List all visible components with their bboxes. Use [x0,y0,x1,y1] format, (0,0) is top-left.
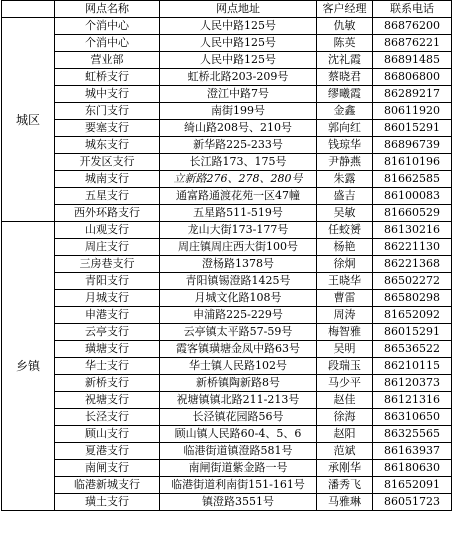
account-manager-cell: 赵佳 [317,392,373,409]
branch-name-cell: 城东支行 [55,137,160,154]
account-manager-cell: 梅智雅 [317,324,373,341]
account-manager-cell: 徐炯 [317,256,373,273]
phone-cell: 86210115 [373,358,452,375]
branch-name-cell: 璜塘支行 [55,341,160,358]
phone-cell: 81610196 [373,154,452,171]
table-row [2,307,452,324]
branch-name-cell: 南闸支行 [55,460,160,477]
branch-address-cell: 人民中路125号 [160,35,317,52]
branch-name-cell: 夏港支行 [55,443,160,460]
phone-cell: 86876200 [373,18,452,35]
branch-address-cell: 月城文化路108号 [160,290,317,307]
header-row [2,1,452,18]
table-row [2,256,452,273]
branch-address-cell: 人民中路125号 [160,52,317,69]
branch-name-cell: 顾山支行 [55,426,160,443]
phone-cell: 86806800 [373,69,452,86]
account-manager-cell: 郭向红 [317,120,373,137]
table-row [2,35,452,52]
header-phone: 联系电话 [373,1,452,18]
header-group-blank [2,1,55,18]
branch-name-cell: 西外环路支行 [55,205,160,222]
phone-cell: 86896739 [373,137,452,154]
region-group-label: 城区 [2,18,55,222]
phone-cell: 86891485 [373,52,452,69]
account-manager-cell: 承刚华 [317,460,373,477]
table-row [2,239,452,256]
branch-address-cell: 新华路225-233号 [160,137,317,154]
table-row [2,205,452,222]
branch-address-cell: 虹桥北路203-209号 [160,69,317,86]
header-account-manager: 客户经理 [317,1,373,18]
account-manager-cell: 杨艳 [317,239,373,256]
phone-cell: 86120373 [373,375,452,392]
branch-name-cell: 璜土支行 [55,494,160,511]
branch-name-cell: 城中支行 [55,86,160,103]
phone-cell: 86100083 [373,188,452,205]
phone-cell: 86130216 [373,222,452,239]
branch-address-cell: 龙山大街173-177号 [160,222,317,239]
phone-cell: 86121316 [373,392,452,409]
phone-cell: 86221130 [373,239,452,256]
branch-address-cell: 新桥镇陶新路8号 [160,375,317,392]
account-manager-cell: 钱琼华 [317,137,373,154]
branch-address-cell: 周庄镇周庄西大街100号 [160,239,317,256]
phone-cell: 81660529 [373,205,452,222]
branch-table-body [2,18,452,511]
phone-cell: 86580298 [373,290,452,307]
account-manager-cell: 金鑫 [317,103,373,120]
phone-cell: 86051723 [373,494,452,511]
branch-name-cell: 虹桥支行 [55,69,160,86]
table-row [2,426,452,443]
table-row [2,477,452,494]
table-row [2,154,452,171]
account-manager-cell: 盛吉 [317,188,373,205]
table-row [2,171,452,188]
table-row [2,188,452,205]
account-manager-cell: 沈礼霞 [317,52,373,69]
branch-name-cell: 山观支行 [55,222,160,239]
branch-name-cell: 个消中心 [55,35,160,52]
account-manager-cell: 马雅琳 [317,494,373,511]
phone-cell: 81662585 [373,171,452,188]
account-manager-cell: 蔡晓君 [317,69,373,86]
account-manager-cell: 潘秀飞 [317,477,373,494]
phone-cell: 86180630 [373,460,452,477]
branch-name-cell: 三房巷支行 [55,256,160,273]
phone-cell: 86221368 [373,256,452,273]
header-branch-name: 网点名称 [55,1,160,18]
branch-address-cell: 临港街道利南街151-161号 [160,477,317,494]
branch-address-cell: 南闸街道紫金路一号 [160,460,317,477]
table-row [2,120,452,137]
table-row [2,86,452,103]
table-row [2,494,452,511]
phone-cell: 80611920 [373,103,452,120]
branch-name-cell: 青阳支行 [55,273,160,290]
phone-cell: 86015291 [373,324,452,341]
table-row [2,52,452,69]
branch-address-cell: 五星路511-519号 [160,205,317,222]
account-manager-cell: 范斌 [317,443,373,460]
branch-address-cell: 人民中路125号 [160,18,317,35]
account-manager-cell: 马少平 [317,375,373,392]
branch-address-cell: 华士镇人民路102号 [160,358,317,375]
account-manager-cell: 曹雷 [317,290,373,307]
branch-name-cell: 开发区支行 [55,154,160,171]
branch-table [1,0,452,511]
branch-address-cell: 云亭镇太平路57-59号 [160,324,317,341]
account-manager-cell: 王晓华 [317,273,373,290]
table-row [2,69,452,86]
branch-address-cell: 澄杨路1378号 [160,256,317,273]
branch-name-cell: 东门支行 [55,103,160,120]
table-row [2,392,452,409]
table-row [2,222,452,239]
account-manager-cell: 徐海 [317,409,373,426]
branch-address-cell: 镇澄路3551号 [160,494,317,511]
branch-address-cell: 立新路276、278、280号 [160,171,317,188]
branch-name-cell: 要塞支行 [55,120,160,137]
header-branch-address: 网点地址 [160,1,317,18]
account-manager-cell: 吴明 [317,341,373,358]
phone-cell: 86015291 [373,120,452,137]
account-manager-cell: 朱露 [317,171,373,188]
table-row [2,18,452,35]
table-row [2,460,452,477]
branch-address-cell: 临港街道镇澄路581号 [160,443,317,460]
branch-name-cell: 五星支行 [55,188,160,205]
branch-name-cell: 云亭支行 [55,324,160,341]
table-row [2,290,452,307]
branch-address-cell: 澄江中路7号 [160,86,317,103]
table-row [2,103,452,120]
account-manager-cell: 吴敏 [317,205,373,222]
table-row [2,443,452,460]
branch-address-cell: 长江路173、175号 [160,154,317,171]
branch-address-cell: 祝塘镇镇北路211-213号 [160,392,317,409]
branch-address-cell: 长泾镇花园路56号 [160,409,317,426]
region-group-label: 乡镇 [2,222,55,511]
branch-name-cell: 新桥支行 [55,375,160,392]
table-row [2,341,452,358]
table-row [2,137,452,154]
branch-name-cell: 祝塘支行 [55,392,160,409]
account-manager-cell: 缪曦霞 [317,86,373,103]
branch-address-cell: 霞客镇璜塘金凤中路63号 [160,341,317,358]
branch-address-cell: 通富路通渡花苑一区47幢 [160,188,317,205]
phone-cell: 86163937 [373,443,452,460]
branch-address-cell: 青阳镇锡澄路1425号 [160,273,317,290]
branch-name-cell: 临港新城支行 [55,477,160,494]
phone-cell: 86289217 [373,86,452,103]
account-manager-cell: 陈英 [317,35,373,52]
phone-cell: 81652091 [373,477,452,494]
account-manager-cell: 段瑞玉 [317,358,373,375]
phone-cell: 86502272 [373,273,452,290]
branch-name-cell: 月城支行 [55,290,160,307]
branch-name-cell: 周庄支行 [55,239,160,256]
branch-name-cell: 华士支行 [55,358,160,375]
phone-cell: 86536522 [373,341,452,358]
table-row [2,324,452,341]
phone-cell: 86876221 [373,35,452,52]
branch-address-cell: 南街199号 [160,103,317,120]
phone-cell: 86325565 [373,426,452,443]
branch-address-cell: 绮山路208号、210号 [160,120,317,137]
table-row [2,273,452,290]
table-row [2,409,452,426]
table-row [2,358,452,375]
branch-name-cell: 长泾支行 [55,409,160,426]
branch-name-cell: 个消中心 [55,18,160,35]
branch-name-cell: 城南支行 [55,171,160,188]
branch-address-cell: 申浦路225-229号 [160,307,317,324]
table-row [2,375,452,392]
branch-address-cell: 顾山镇人民路60-4、5、6 [160,426,317,443]
branch-name-cell: 申港支行 [55,307,160,324]
account-manager-cell: 仇敏 [317,18,373,35]
phone-cell: 81652092 [373,307,452,324]
account-manager-cell: 周涛 [317,307,373,324]
account-manager-cell: 任蛟赟 [317,222,373,239]
account-manager-cell: 赵阳 [317,426,373,443]
account-manager-cell: 尹静燕 [317,154,373,171]
branch-name-cell: 营业部 [55,52,160,69]
phone-cell: 86310650 [373,409,452,426]
